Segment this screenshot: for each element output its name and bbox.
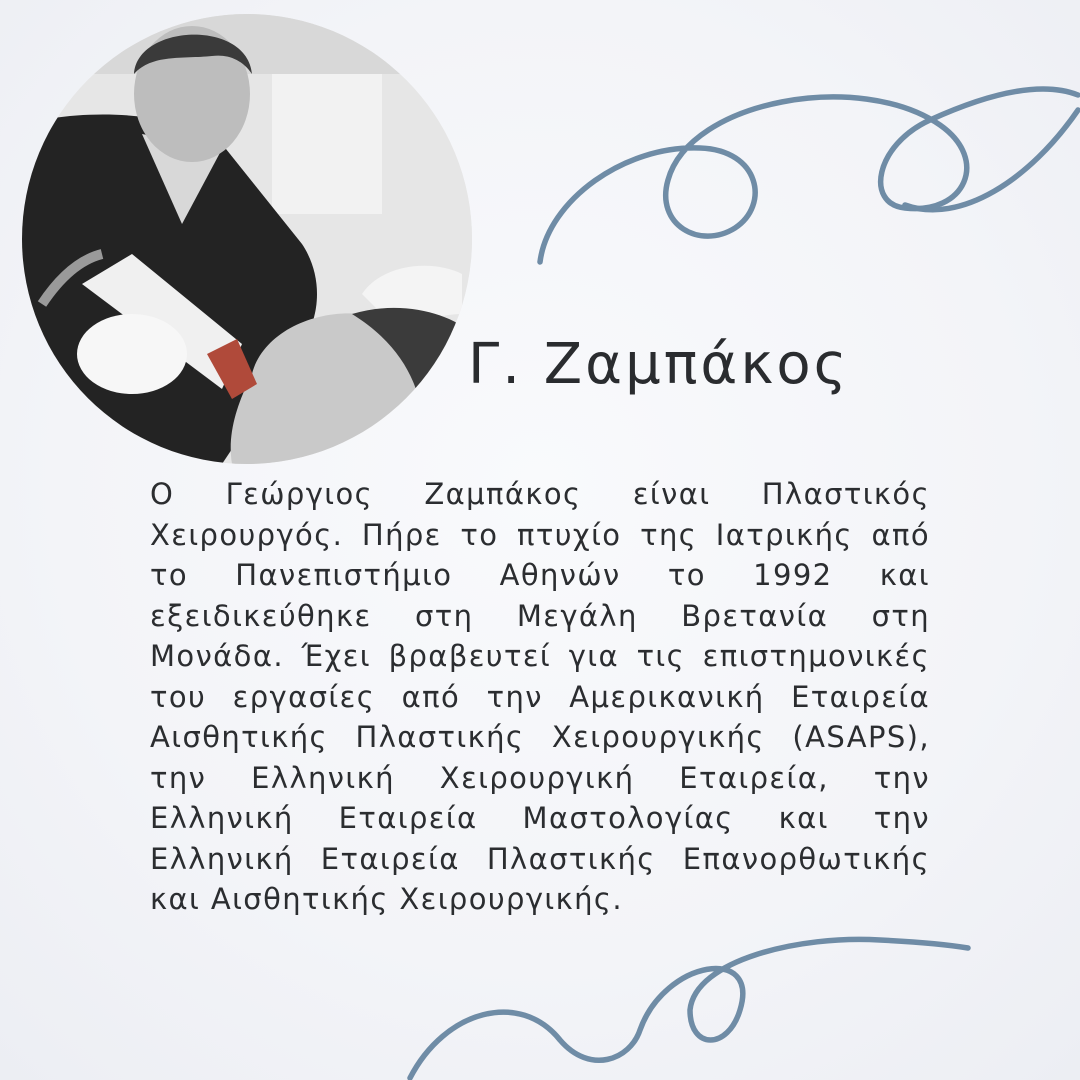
squiggle-top-right <box>540 89 1078 262</box>
doctor-name-heading: Γ. Ζαμπάκος <box>468 332 850 397</box>
doctor-portrait <box>22 14 472 464</box>
doctor-bio-paragraph: Ο Γεώργιος Ζαμπάκος είναι Πλαστικός Χειρουργός. Πήρε το πτυχίο της Ιατρικής από το Πανεπιστήμιο Αθηνών το 1992 και εξειδικεύθηκε στη Μεγάλη Βρετανία στη Μονάδα. Έχει βραβευτεί για τις επιστημονικές του εργασίες από την Αμερικανική Εταιρεία Αισθητικής Πλαστικής Χειρουργικής (ASAPS), την Ελληνική Χειρουργική Εταιρεία, την Ελληνική Εταιρεία Μαστολογίας και την Ελληνική Εταιρεία Πλαστικής Επανορθωτικής και Αισθητικής Χειρουργικής. <box>150 477 930 916</box>
squiggle-bottom <box>410 939 968 1078</box>
portrait-photo-icon <box>22 14 472 464</box>
squiggle-top-right-tail <box>905 110 1078 210</box>
